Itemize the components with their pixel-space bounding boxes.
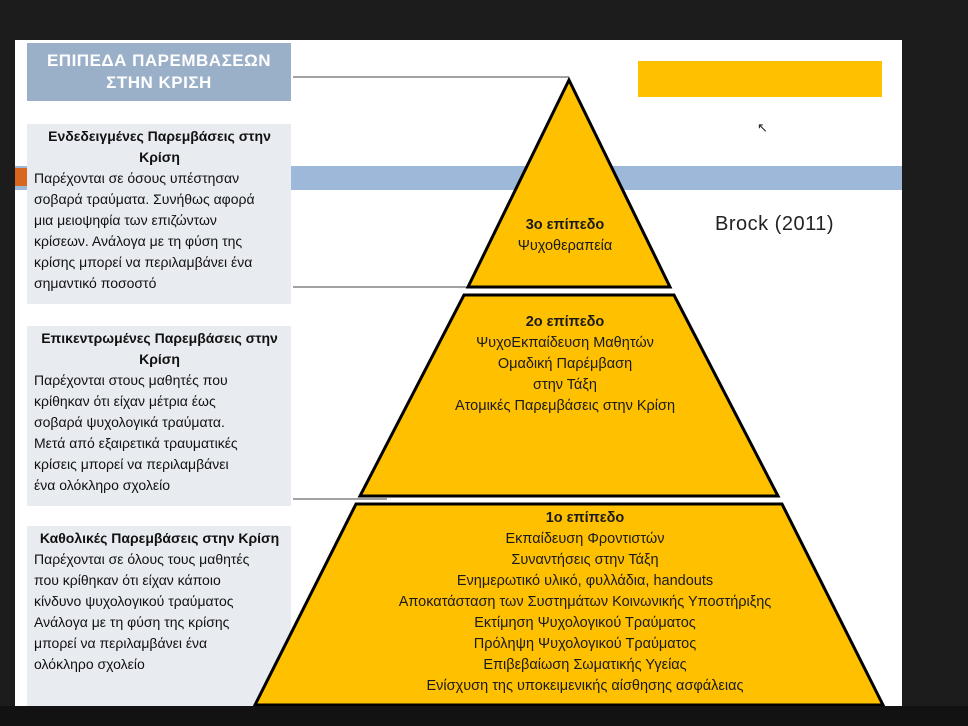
panel-line: μπορεί να περιλαμβάνει ένα: [34, 635, 208, 651]
tier-2-text: [435, 312, 695, 417]
tier-heading: 3ο επίπεδο: [525, 217, 605, 233]
panel-line: ένα ολόκληρο σχολείο: [34, 477, 171, 493]
panel-heading: Επικεντρωμένες Παρεμβάσεις στην Κρίση: [41, 330, 278, 367]
tier-1-text: [365, 508, 805, 697]
title-line-2: ΣΤΗΝ ΚΡΙΣΗ: [106, 73, 212, 92]
tier-item: Εκπαίδευση Φροντιστών: [505, 531, 665, 547]
tier-item: Ψυχοθεραπεία: [517, 238, 613, 254]
citation: Brock (2011): [715, 213, 835, 235]
panel-heading: Ενδεδειγμένες Παρεμβάσεις στην Κρίση: [48, 128, 271, 165]
panel-line: κρίσης μπορεί να περιλαμβάνει ένα: [34, 254, 253, 270]
panel-heading: Καθολικές Παρεμβάσεις στην Κρίση: [39, 530, 280, 546]
panel-line: Ανάλογα με τη φύση της κρίσης: [34, 614, 230, 630]
panel-line: που κρίθηκαν ότι είχαν κάποιο: [34, 572, 221, 588]
panel-line: Παρέχονται σε όλους τους μαθητές: [34, 551, 250, 567]
tier-item: Πρόληψη Ψυχολογικού Τραύματος: [473, 636, 697, 652]
tier-item: Ομαδική Παρέμβαση: [497, 356, 633, 372]
tier-item: Επιβεβαίωση Σωματικής Υγείας: [483, 657, 687, 673]
panel-line: Μετά από εξαιρετικά τραυματικές: [34, 435, 238, 451]
panel-line: Παρέχονται στους μαθητές που: [34, 372, 228, 388]
panel-line: κρίθηκαν ότι είχαν μέτρια έως: [34, 393, 216, 409]
tier-item: Ατομικές Παρεμβάσεις στην Κρίση: [454, 398, 676, 414]
presentation-slide: [15, 40, 902, 706]
title-line-1: ΕΠΙΠΕΔΑ ΠΑΡΕΜΒΑΣΕΩΝ: [46, 51, 272, 70]
panel-line: μια μειοψηφία των επιζώντων: [34, 212, 217, 228]
tier-item: ΨυχοΕκπαίδευση Μαθητών: [476, 335, 654, 351]
mouse-cursor-icon: ↖: [757, 120, 768, 135]
tier-heading: 1ο επίπεδο: [545, 510, 625, 526]
panel-line: σημαντικό ποσοστό: [34, 275, 157, 291]
tier-item: στην Τάξη: [533, 377, 597, 393]
tier-item: Ενίσχυση της υποκειμενικής αίσθησης ασφάλειας: [426, 678, 744, 694]
tier-3-text: [485, 215, 645, 257]
tier-item: Ενημερωτικό υλικό, φυλλάδια, handouts: [456, 573, 714, 589]
window-top-bar: [0, 0, 968, 40]
panel-line: ολόκληρο σχολείο: [34, 656, 145, 672]
panel-line: σοβαρά τραύματα. Συνήθως αφορά: [34, 191, 255, 207]
window-bottom-bar: [0, 706, 968, 726]
tier-item: Εκτίμηση Ψυχολογικού Τραύματος: [474, 615, 696, 631]
panel-line: κίνδυνο ψυχολογικού τραύματος: [34, 593, 234, 609]
panel-line: κρίσεων. Ανάλογα με τη φύση της: [34, 233, 243, 249]
panel-line: κρίσεις μπορεί να περιλαμβάνει: [34, 456, 229, 472]
tier-item: Συναντήσεις στην Τάξη: [511, 552, 659, 568]
panel-line: Παρέχονται σε όσους υπέστησαν: [34, 170, 240, 186]
panel-line: σοβαρά ψυχολογικά τραύματα.: [34, 414, 225, 430]
tier-heading: 2ο επίπεδο: [525, 314, 605, 330]
tier-item: Αποκατάσταση των Συστημάτων Κοινωνικής Υποστήριξης: [398, 594, 772, 610]
